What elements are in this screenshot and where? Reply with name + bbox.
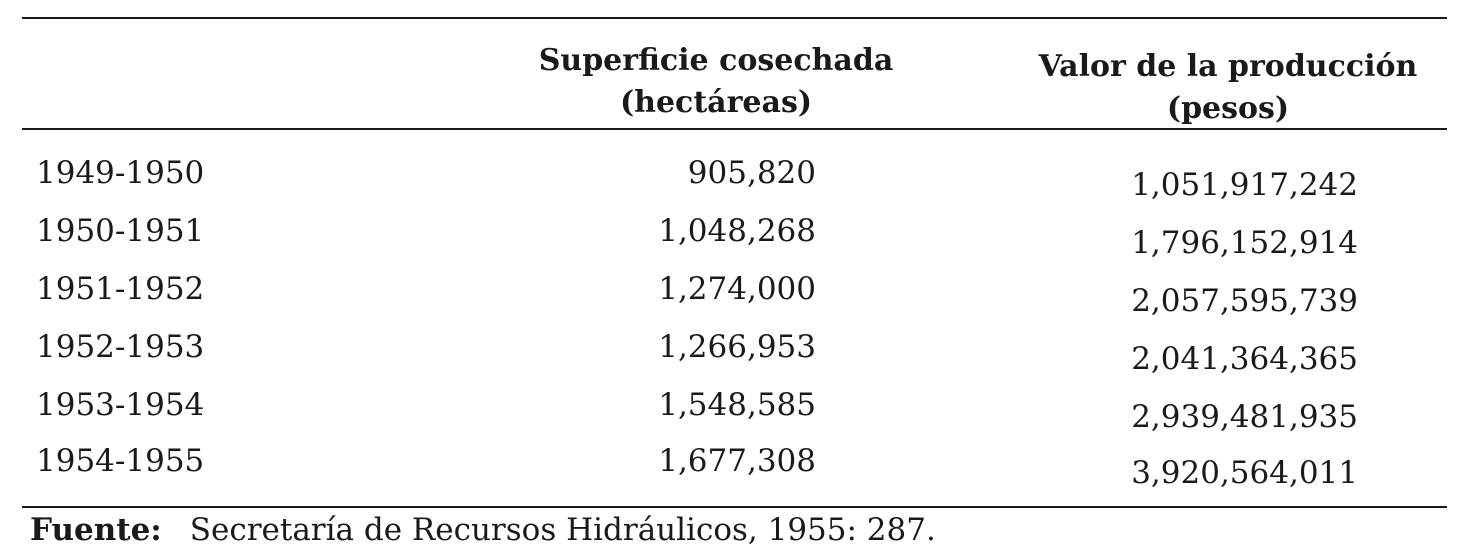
header-valor — [1028, 46, 1428, 130]
table-row — [0, 329, 1461, 387]
header-superficie-line2: (hectáreas) — [619, 85, 813, 120]
period-cell: 1949-1950 — [36, 155, 205, 191]
value-cell: 2,041,364,365 — [1131, 341, 1358, 377]
area-cell: 1,677,308 — [658, 443, 816, 479]
header-superficie-line1: Superficie cosechada — [538, 43, 894, 78]
value-cell: 2,939,481,935 — [1131, 399, 1358, 435]
table-row — [0, 213, 1461, 271]
area-cell: 1,548,585 — [658, 387, 816, 423]
period-cell: 1953-1954 — [36, 387, 205, 423]
source-note — [30, 512, 936, 548]
area-cell: 905,820 — [687, 155, 816, 191]
value-cell: 3,920,564,011 — [1131, 455, 1358, 491]
header-rule — [22, 128, 1447, 130]
period-cell: 1952-1953 — [36, 329, 205, 365]
header-valor-line2: (pesos) — [1166, 91, 1290, 126]
source-label: Fuente: — [30, 512, 162, 548]
table-row — [0, 387, 1461, 445]
area-cell: 1,048,268 — [658, 213, 816, 249]
bottom-rule — [22, 506, 1447, 508]
value-cell: 1,051,917,242 — [1131, 167, 1358, 203]
period-cell: 1950-1951 — [36, 213, 205, 249]
top-rule — [22, 17, 1447, 19]
area-cell: 1,274,000 — [658, 271, 816, 307]
value-cell: 1,796,152,914 — [1131, 225, 1358, 261]
table-row — [0, 155, 1461, 213]
header-valor-line1: Valor de la producción — [1038, 49, 1418, 84]
table-row — [0, 443, 1461, 501]
header-superficie — [510, 40, 922, 124]
area-cell: 1,266,953 — [658, 329, 816, 365]
table-row — [0, 271, 1461, 329]
period-cell: 1954-1955 — [36, 443, 205, 479]
period-cell: 1951-1952 — [36, 271, 205, 307]
source-text: Secretaría de Recursos Hidráulicos, 1955: 287. — [189, 512, 936, 548]
value-cell: 2,057,595,739 — [1131, 283, 1358, 319]
